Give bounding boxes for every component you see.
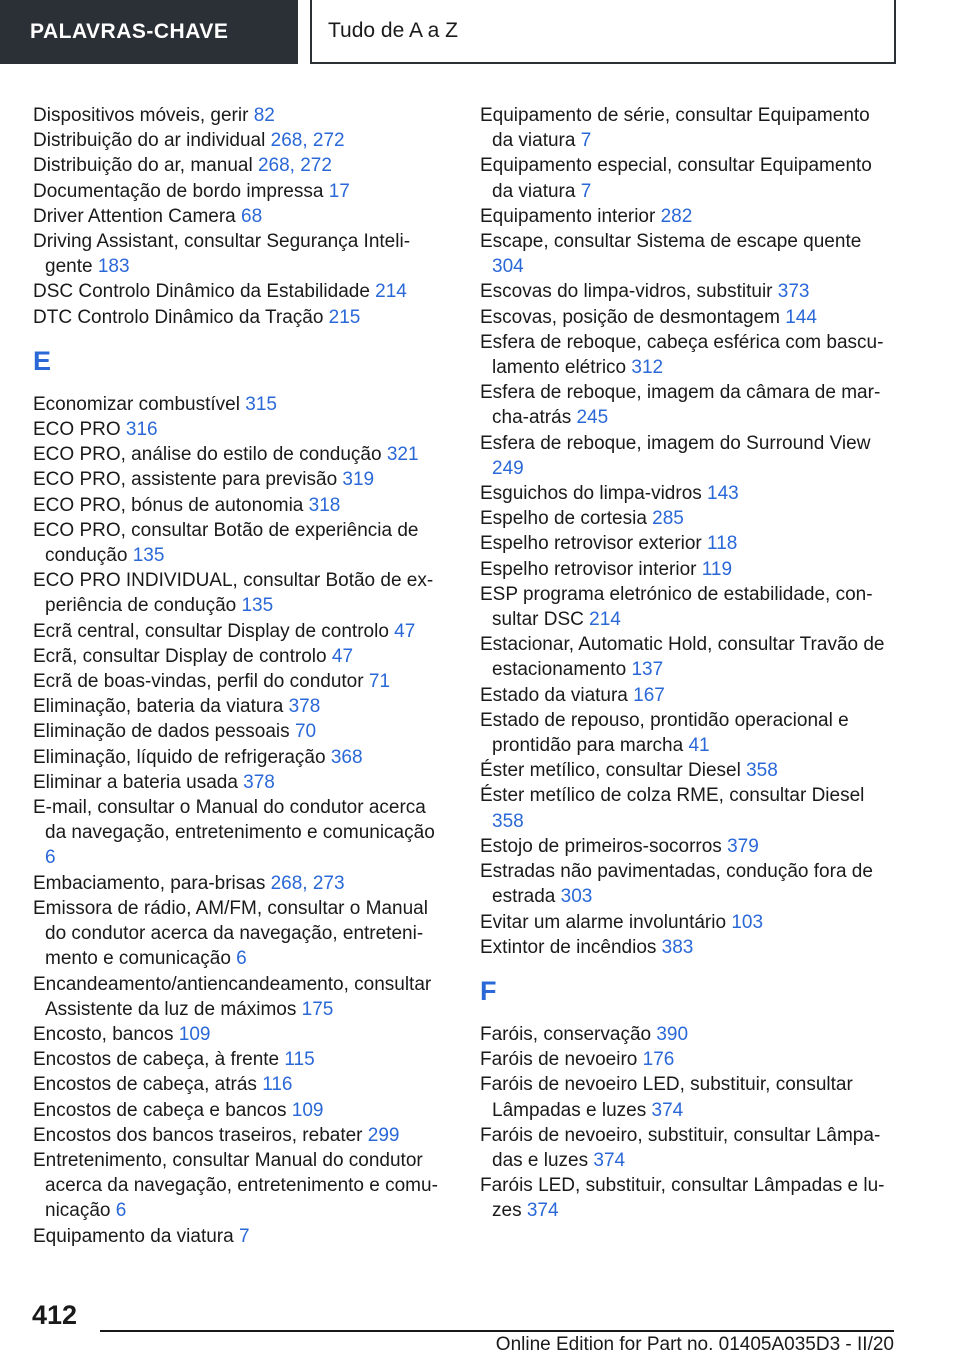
index-entry-pages[interactable]: 176 [642,1049,675,1071]
index-entry [33,644,443,669]
index-entry-pages[interactable]: 143 [707,483,739,505]
index-entry [33,467,443,492]
index-entry-pages[interactable]: 135 [132,545,165,567]
index-entry-term: Driving Assistant, consultar Segurança Inteligente [33,231,411,278]
index-entry [480,531,892,556]
index-entry [480,783,892,833]
index-entry [33,179,443,204]
index-entry-term: Ecrã central, consultar Display de controlo [33,620,389,642]
index-entry-pages[interactable]: 379 [727,835,759,857]
index-entry-term: Estacionar, Automatic Hold, consultar Travão de estacionamento [480,634,885,681]
index-entry [33,417,443,442]
index-entry-term: Eliminação, bateria da viatura [33,696,284,718]
index-entry [33,719,443,744]
index-entry [33,1047,443,1072]
index-entry [33,568,443,618]
index-entry-pages[interactable]: 318 [308,494,341,516]
index-entry-term: Extintor de incêndios [480,936,657,958]
index-entry-pages[interactable]: 215 [328,306,361,328]
index-entry-term: Espelho de cortesia [480,508,647,530]
index-entry-pages[interactable]: 17 [328,180,350,202]
section-tab-label: PALAVRAS-CHAVE [30,20,229,43]
index-entry-pages[interactable]: 6 [45,847,56,869]
index-entry [480,1173,892,1223]
index-entry [33,1022,443,1047]
index-entry-pages[interactable]: 109 [178,1023,211,1045]
index-entry-term: E-mail, consultar o Manual do condutor acerca da navegação, entretenimento e comunicação [33,797,435,844]
index-entry-term: Ecrã de boas-vindas, perfil do condutor [33,671,364,693]
index-entry-pages[interactable]: 374 [526,1200,559,1222]
index-entry-term: Estojo de primeiros-socorros [480,835,722,857]
index-entry [480,632,892,682]
index-entry [480,582,892,632]
index-entry-pages[interactable]: 6 [115,1200,127,1222]
index-entry [33,694,443,719]
index-entry [480,330,892,380]
index-entry-pages[interactable]: 214 [589,609,621,631]
index-entry-pages[interactable]: 304 [492,256,524,278]
index-entry-pages[interactable]: 71 [368,671,391,693]
index-entry [33,279,443,304]
index-entry-term: Ecrã, consultar Display de controlo [33,645,327,667]
index-entry-pages[interactable]: 374 [593,1149,626,1171]
index-entry-term: Faróis de nevoeiro [480,1049,638,1071]
index-entry-term: Documentação de bordo impressa [33,180,324,202]
index-entry [33,669,443,694]
index-entry [480,279,892,304]
index-entry [480,431,892,481]
index-entry [480,103,892,153]
index-entry-term: ECO PRO, análise do estilo de condução [33,444,382,466]
index-entry [480,506,892,531]
index-entry-pages[interactable]: 378 [243,771,275,793]
index-entry-pages[interactable]: 374 [651,1099,684,1121]
index-entry-pages[interactable]: 82 [253,105,275,126]
index-entry-term: Distribuição do ar, manual [33,155,253,177]
index-entry-term: Equipamento interior [480,205,656,227]
index-entry [33,493,443,518]
index-entry-pages[interactable]: 299 [367,1124,400,1146]
index-entry [480,910,892,935]
subsection-tab-label: Tudo de A a Z [328,19,458,42]
page-number: 412 [32,1300,78,1330]
index-entry-term: Equipamento da viatura [33,1225,234,1247]
index-entry-pages[interactable]: 115 [284,1049,315,1071]
subsection-tab [310,0,896,64]
index-entry-pages[interactable]: 7 [238,1225,250,1247]
index-entry [480,305,892,330]
index-entry-term: Encostos de cabeça, atrás [33,1074,257,1096]
index-entry-pages[interactable]: 109 [291,1099,324,1121]
index-entry-pages[interactable]: 7 [580,180,592,202]
index-entry-term: Equipamento de série, consultar Equipamento da viatura [480,105,870,152]
index-entry-pages[interactable]: 285 [652,508,684,530]
index-entry-term: Encandeamento/antiencandeamento, consultar Assistente da luz de máximos [33,973,432,1020]
index-entry-pages[interactable]: 321 [386,444,419,466]
index-entry-term: ECO PRO, bónus de autonomia [33,494,304,516]
index-entry-pages[interactable]: 245 [576,407,609,429]
index-entry-pages[interactable]: 41 [688,735,710,757]
index-entry [33,770,443,795]
index-entry-term: Éster metílico, consultar Diesel [480,760,741,782]
index-entry-term: Estado de repouso, prontidão operacional e prontidão para marcha [480,709,849,757]
index-entry [33,518,443,568]
index-entry-term: Escape, consultar Sistema de escape quente [480,231,862,253]
index-entry [33,153,443,178]
index-entry [480,935,892,960]
index-entry-pages[interactable]: 68 [241,205,263,227]
index-entry-pages[interactable]: 249 [492,457,524,479]
index-entry-pages[interactable]: 47 [331,645,354,667]
index-entry [33,392,443,417]
index-entry-pages[interactable]: 390 [656,1023,689,1045]
edition-note: Online Edition for Part no. 01405A035D3 - II/20 [495,1334,894,1355]
index-entry-pages[interactable]: 70 [294,721,317,743]
index-entry-term: Esfera de reboque, imagem do Surround View [480,432,871,454]
index-entry-term: ECO PRO, assistente para previsão [33,469,338,491]
index-entry-term: Espelho retrovisor exterior [480,533,702,555]
index-entry-term: ECO PRO, consultar Botão de experiência de condução [33,519,419,567]
index-entry [33,896,443,972]
index-entry-term: Equipamento especial, consultar Equipamento da viatura [480,155,872,202]
index-entry-pages[interactable]: 268, 272 [270,130,345,152]
index-entry [33,745,443,770]
index-entry-term: Eliminação, líquido de refrigeração [33,746,326,768]
index-entry [33,128,443,153]
index-entry-term: Economizar combustível [33,393,240,415]
index-entry [33,1098,443,1123]
index-entry-term: Dispositivos móveis, gerir [33,105,249,126]
index-entry-term: Esguichos do limpa-vidros [480,483,702,505]
index-entry-term: Encosto, bancos [33,1023,174,1045]
index-entry [480,380,892,430]
index-entry [33,204,443,229]
index-entry [480,683,892,708]
index-entry [480,1072,892,1122]
index-letter-heading: E [33,345,52,376]
index-entry-pages[interactable]: 312 [631,357,664,379]
index-entry-pages[interactable]: 378 [288,696,321,718]
index-entry-pages[interactable]: 373 [777,281,810,303]
index-entry-term: Encostos dos bancos traseiros, rebater [33,1124,363,1146]
index-letter-heading: F [480,975,497,1006]
index-entry-pages[interactable]: 315 [245,393,277,415]
index-entry [480,229,892,279]
index-entry-term: Faróis de nevoeiro LED, substituir, consultar Lâmpadas e luzes [480,1074,853,1121]
index-entry-term: Entretenimento, consultar Manual do condutor acerca da navegação, entretenimento e comunicação [33,1149,438,1222]
index-entry [33,1148,443,1224]
index-entry-pages[interactable]: 303 [560,886,593,908]
index-entry-pages[interactable]: 119 [701,558,733,580]
index-entry-term: Faróis, conservação [480,1023,652,1045]
index-entry-term: Estradas não pavimentadas, condução fora de estrada [480,861,873,908]
index-entry-pages[interactable]: 268, 272 [257,155,332,177]
index-entry [480,758,892,783]
index-entry [480,859,892,909]
index-entry-pages[interactable]: 7 [580,130,592,152]
index-entry-pages[interactable]: 358 [492,810,524,832]
index-column-right [480,103,892,1224]
index-entry [33,103,443,128]
index-entry [33,972,443,1022]
index-entry [33,1224,443,1249]
index-entry-term: ECO PRO INDIVIDUAL, consultar Botão de experiência de condução [33,570,434,617]
index-entry [480,481,892,506]
index-entry-pages[interactable]: 144 [785,306,817,328]
index-entry-term: Eliminação de dados pessoais [33,721,290,743]
index-entry [33,1123,443,1148]
index-entry [33,619,443,644]
index-entry-pages[interactable]: 319 [342,469,375,491]
index-entry-pages[interactable]: 383 [661,936,694,958]
index-entry [480,834,892,859]
index-entry-pages[interactable]: 358 [746,760,778,782]
index-entry-pages[interactable]: 214 [375,281,407,303]
index-entry-pages[interactable]: 368 [330,746,363,768]
index-entry-term: ECO PRO [33,419,121,441]
index-entry-term: Encostos de cabeça, à frente [33,1049,280,1071]
index-entry-pages[interactable]: 47 [394,620,416,642]
index-entry-pages[interactable]: 175 [301,998,334,1020]
index-entry-term: Éster metílico de colza RME, consultar Diesel [480,785,865,807]
index-entry [33,442,443,467]
index-entry-pages[interactable]: 137 [631,659,664,681]
index-entry-pages[interactable]: 118 [707,533,738,555]
index-entry-term: Encostos de cabeça e bancos [33,1099,287,1121]
index-entry [33,795,443,871]
footer-divider [100,1330,894,1332]
index-entry-term: Eliminar a bateria usada [33,771,238,793]
index-entry-pages[interactable]: 116 [262,1074,293,1096]
index-entry-term: Faróis LED, substituir, consultar Lâmpadas e luzes [480,1175,885,1222]
index-entry [480,1022,892,1047]
index-entry-term: Escovas, posição de desmontagem [480,306,780,328]
index-entry [33,229,443,279]
index-entry-pages[interactable]: 282 [660,205,693,227]
section-tab [0,0,298,64]
index-entry-term: Esfera de reboque, imagem da câmara de marcha-atrás [480,382,881,429]
index-entry [480,153,892,203]
index-entry-pages[interactable]: 167 [633,684,665,706]
index-entry-term: ESP programa eletrónico de estabilidade, consultar DSC [480,583,873,631]
index-entry-pages[interactable]: 6 [236,948,247,970]
index-entry-term: DSC Controlo Dinâmico da Estabilidade [33,281,370,303]
index-entry-pages[interactable]: 183 [97,256,130,278]
index-entry-term: Faróis de nevoeiro, substituir, consultar Lâmpadas e luzes [480,1124,881,1171]
index-entry-term: Estado da viatura [480,684,628,706]
index-entry [480,708,892,758]
index-entry-pages[interactable]: 268, 273 [270,872,345,894]
index-entry [480,204,892,229]
index-entry-term: Evitar um alarme involuntário [480,911,727,933]
index-entry-pages[interactable]: 103 [731,911,764,933]
index-entry-pages[interactable]: 316 [125,419,158,441]
index-entry-pages[interactable]: 135 [241,595,274,617]
index-entry-term: Distribuição do ar individual [33,130,266,152]
index-entry-term: Escovas do limpa-vidros, substituir [480,281,773,303]
index-column-left [33,103,443,1249]
index-entry [33,1072,443,1097]
index-entry-term: Emissora de rádio, AM/FM, consultar o Manual do condutor acerca da navegação, entretenimento e comunicação [33,897,428,970]
index-entry [33,871,443,896]
index-entry [33,305,443,330]
index-entry [480,1047,892,1072]
index-entry-term: DTC Controlo Dinâmico da Tração [33,306,324,328]
index-entry [480,1123,892,1173]
index-entry-term: Esfera de reboque, cabeça esférica com basculamento elétrico [480,331,884,379]
index-entry [480,557,892,582]
index-entry-term: Espelho retrovisor interior [480,558,697,580]
index-entry-term: Driver Attention Camera [33,205,236,227]
index-entry-term: Embaciamento, para-brisas [33,872,266,894]
